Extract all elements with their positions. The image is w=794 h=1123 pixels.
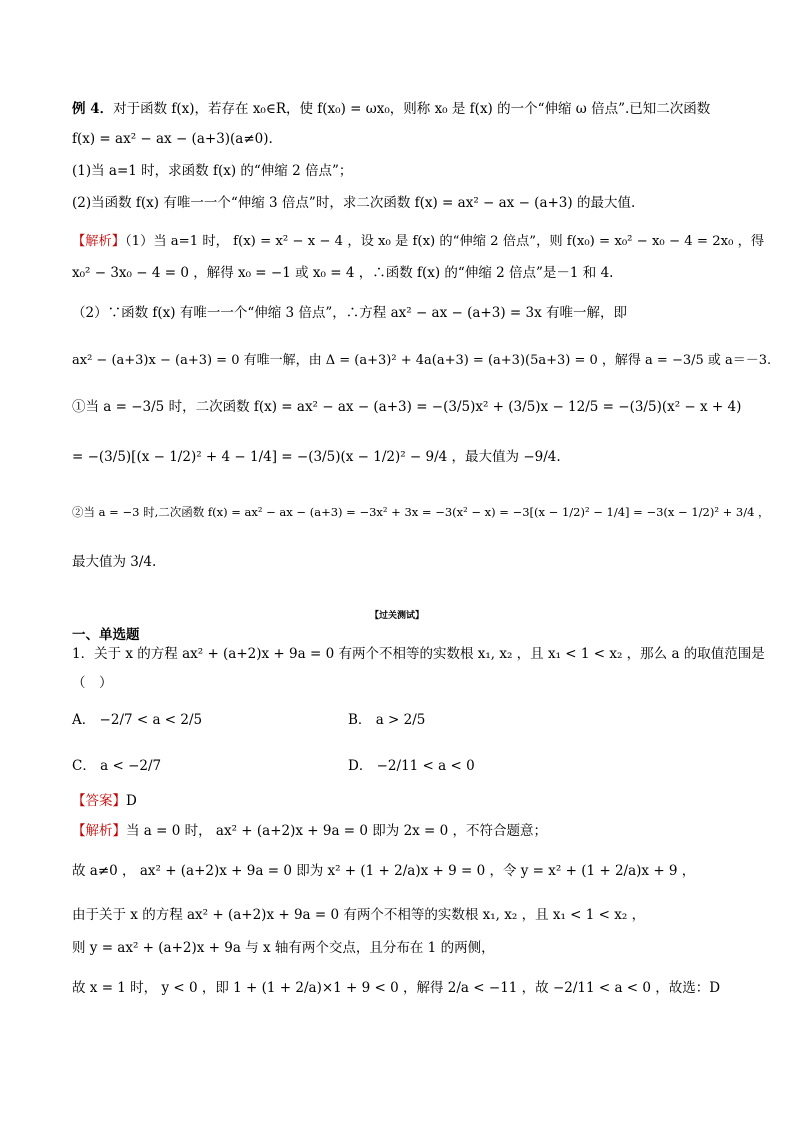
analysis-line-4: 则 y = ax² + (a+2)x + 9a 与 x 轴有两个交点，且分布在 1 的两侧， [72, 940, 495, 956]
question-1-line-1: 1．关于 x 的方程 ax² + (a+2)x + 9a = 0 有两个不相等的实数根 x₁, x₂ ，且 x₁ < 1 < x₂ ，那么 a 的取值范围是 [72, 646, 765, 662]
option-c: C． a < −2/7 [72, 758, 162, 774]
test-section: 一、单选题 [72, 627, 140, 643]
solution-case-1a: ①当 a = −3/5 时，二次函数 f(x) = ax² − ax − (a+3) = −(3/5)x² + (3/5)x − 12/5 = −(3/5)(x² − x + 4) [72, 399, 742, 415]
analysis-line-2: 故 a≠0 ， ax² + (a+2)x + 9a = 0 即为 x² + (1 + 2/a)x + 9 = 0 ，令 y = x² + (1 + 2/a)x + 9 ， [72, 863, 696, 879]
answer-value: D [126, 793, 137, 809]
example-label: 例 4． [72, 101, 114, 117]
analysis-text-1: 当 a = 0 时， ax² + (a+2)x + 9a = 0 即为 2x = 0 ，不符合题意； [126, 823, 548, 839]
analysis-line-5: 故 x = 1 时， y < 0 ，即 1 + (1 + 2/a)×1 + 9 < 0 ，解得 2/a < −11 ，故 −2/11 < a < 0 ，故选：D [72, 980, 721, 996]
option-b: B． a > 2/5 [348, 712, 426, 728]
example-question-1: (1)当 a=1 时，求函数 f(x) 的“伸缩 2 倍点”； [72, 163, 353, 179]
solution-line-3: （2）∵函数 f(x) 有唯一一个“伸缩 3 倍点”，∴方程 ax² − ax − (a+3) = 3x 有唯一解，即 [72, 305, 627, 321]
analysis-line-3: 由于关于 x 的方程 ax² + (a+2)x + 9a = 0 有两个不相等的实数根 x₁, x₂ ，且 x₁ < 1 < x₂ ， [72, 907, 646, 923]
solution-case-2b: 最大值为 3/4. [72, 554, 157, 570]
answer-line [72, 792, 137, 810]
example-question-2: (2)当函数 f(x) 有唯一一个“伸缩 3 倍点”时，求二次函数 f(x) = ax² − ax − (a+3) 的最大值. [72, 195, 636, 211]
analysis-line-1 [72, 822, 547, 840]
solution-line-4: ax² − (a+3)x − (a+3) = 0 有唯一解，由 Δ = (a+3)² + 4a(a+3) = (a+3)(5a+3) = 0 ，解得 a = −3/5 或 a＝－3. [72, 353, 772, 368]
answer-tag: 【答案】 [72, 793, 126, 809]
solution-tag: 【解析】 [72, 234, 126, 249]
example-line-1 [72, 100, 710, 118]
option-d: D． −2/11 < a < 0 [348, 758, 475, 774]
solution-line-2: x₀² − 3x₀ − 4 = 0 ，解得 x₀ = −1 或 x₀ = 4 ，∴函数 f(x) 的“伸缩 2 倍点”是－1 和 4. [72, 265, 614, 281]
example-line-2: f(x) = ax² − ax − (a+3)(a≠0). [72, 131, 273, 147]
example-text-1: 对于函数 f(x)，若存在 x₀∈R，使 f(x₀) = ωx₀，则称 x₀ 是 f(x) 的一个“伸缩 ω 倍点”.已知二次函数 [113, 101, 711, 117]
solution-text-1: （1）当 a=1 时， f(x) = x² − x − 4 ，设 x₀ 是 f(x) 的“伸缩 2 倍点”，则 f(x₀) = x₀² − x₀ − 4 = 2x₀ ，得 [125, 234, 765, 249]
solution-line-1 [72, 233, 764, 251]
question-1-line-2: （ ） [72, 675, 113, 691]
solution-case-1b: = −(3/5)[(x − 1/2)² + 4 − 1/4] = −(3/5)(x − 1/2)² − 9/4 ，最大值为 −9/4. [72, 449, 561, 465]
test-heading: 【过关测试】 [369, 611, 424, 621]
solution-case-2a: ②当 a = −3 时,二次函数 f(x) = ax² − ax − (a+3) = −3x² + 3x = −3(x² − x) = −3[(x − 1/2)² − 1/4] = −3(x − 1/2)² + 3/4 ， [72, 505, 770, 519]
analysis-tag: 【解析】 [72, 823, 126, 839]
option-a: A． −2/7 < a < 2/5 [72, 712, 203, 728]
